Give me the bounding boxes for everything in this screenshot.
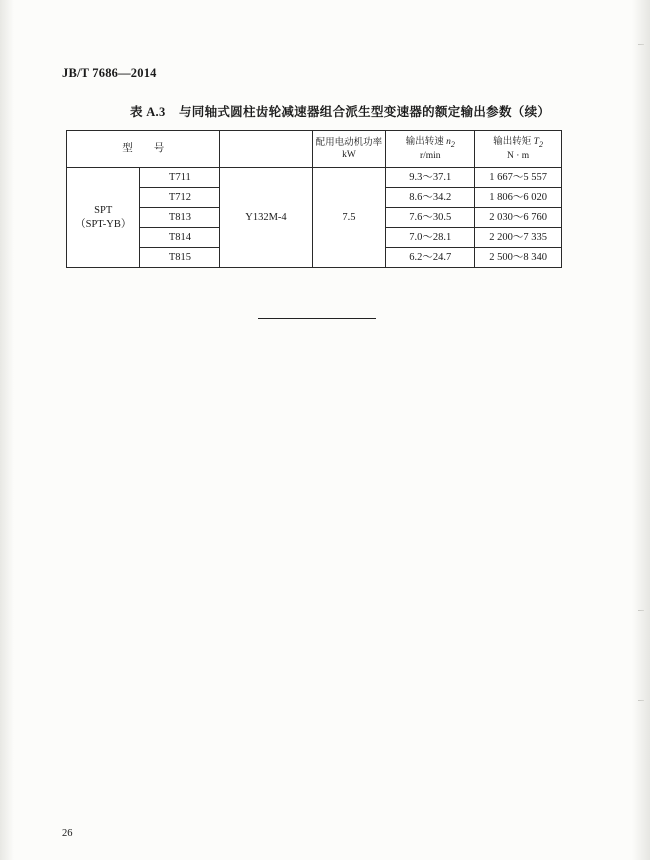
cell-model: T815: [140, 248, 220, 268]
header-output-speed: [386, 131, 475, 168]
rated-output-parameters-table: [66, 130, 562, 268]
cell-output-speed: 6.2～24.7: [386, 248, 475, 268]
cell-model: T711: [140, 168, 220, 188]
table-caption-label: 表 A.3: [130, 105, 166, 119]
table-row: [67, 168, 562, 188]
header-output-torque: [475, 131, 562, 168]
table-header-row: [67, 131, 562, 168]
header-output-torque-line1: 输出转矩 $T_2$: [493, 136, 543, 149]
model-group-line2: （SPT-YB）: [75, 218, 132, 230]
section-divider-rule: [258, 318, 376, 319]
cell-output-torque: 2 500～8 340: [475, 248, 562, 268]
cell-output-torque: 2 200～7 335: [475, 228, 562, 248]
cell-motor-power: 7.5: [312, 168, 386, 268]
header-model: 型 号: [67, 131, 220, 168]
cell-model: T813: [140, 208, 220, 228]
cell-output-speed: 7.6～30.5: [386, 208, 475, 228]
header-motor-model: [220, 131, 312, 168]
table-caption: [130, 102, 550, 120]
cell-output-speed: 8.6～34.2: [386, 188, 475, 208]
cell-output-torque: 1 667～5 557: [475, 168, 562, 188]
table-body: [67, 168, 562, 268]
cell-model: T712: [140, 188, 220, 208]
header-output-torque-line2: N · m: [507, 150, 530, 161]
header-output-speed-line1: 输出转速 $n_2$: [405, 136, 455, 149]
cell-output-torque: 1 806～6 020: [475, 188, 562, 208]
scan-edge-mark: [638, 44, 644, 45]
table-header: [67, 131, 562, 168]
table-caption-text: 与同轴式圆柱齿轮减速器组合派生型变速器的额定输出参数（续）: [178, 105, 551, 119]
scan-edge-mark: [638, 700, 644, 701]
cell-model-group: [67, 168, 140, 268]
cell-output-speed: 7.0～28.1: [386, 228, 475, 248]
cell-motor-model: Y132M-4: [220, 168, 312, 268]
header-output-speed-line2: r/min: [419, 150, 441, 161]
header-motor-power-line2: kW: [342, 150, 356, 160]
page-number: 26: [62, 828, 73, 839]
scan-edge-mark: [638, 610, 644, 611]
header-motor-power: [312, 131, 386, 168]
cell-output-torque: 2 030～6 760: [475, 208, 562, 228]
cell-output-speed: 9.3～37.1: [386, 168, 475, 188]
cell-model: T814: [140, 228, 220, 248]
standard-code-header: JB/T 7686—2014: [62, 66, 157, 80]
model-group-line1: SPT: [94, 205, 113, 217]
header-motor-power-line1: 配用电动机功率: [315, 137, 383, 148]
